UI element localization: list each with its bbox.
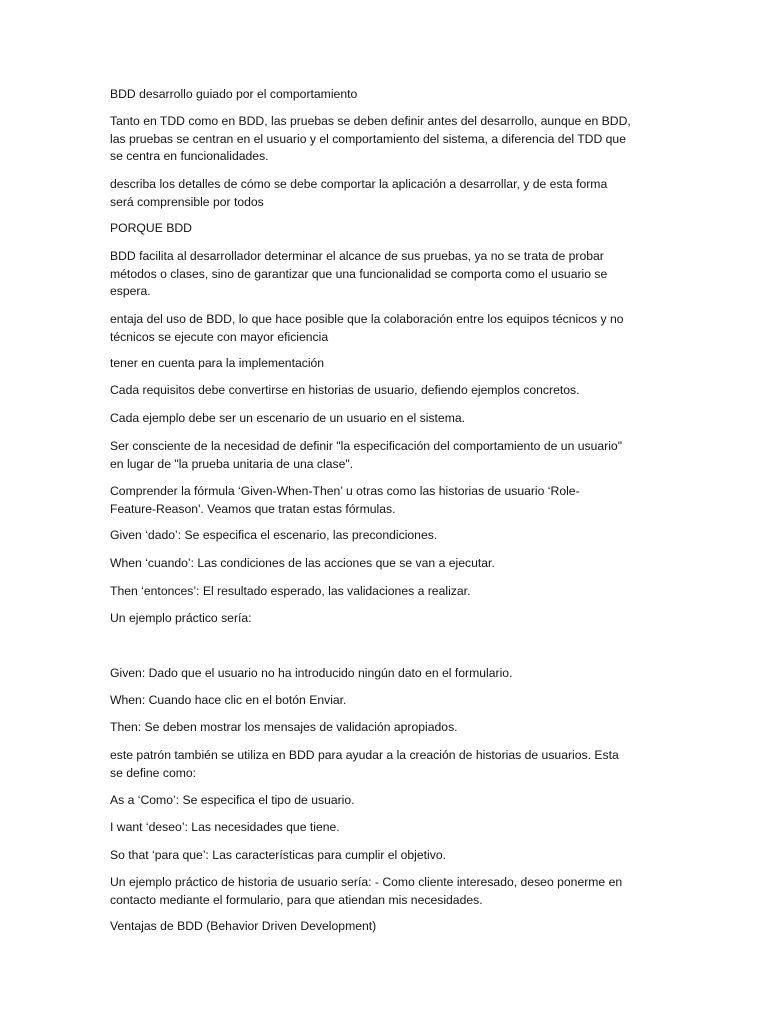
paragraph-as-a: [110, 792, 670, 810]
paragraph-i-want: [110, 819, 670, 837]
text-line: Tanto en TDD como en BDD, las pruebas se deben definir antes del desarrollo, aunque en BDD,: [110, 114, 631, 128]
paragraph-formula: [110, 483, 670, 518]
text-line: técnicos se ejecute con mayor eficiencia: [110, 329, 329, 344]
text-line: Then: Se deben mostrar los mensajes de validación apropiados.: [110, 720, 458, 734]
paragraph-ejemplo-practico: [110, 610, 670, 628]
paragraph-describe-behavior: [110, 176, 670, 211]
paragraph-tdd-vs-bdd: [110, 113, 670, 166]
text-line: As a ‘Como’: Se especifica el tipo de usuario.: [110, 793, 355, 807]
section-heading-porque-bdd: [110, 220, 670, 238]
text-line: Cada ejemplo debe ser un escenario de un usuario en el sistema.: [110, 411, 466, 425]
text-line: I want ‘deseo’: Las necesidades que tiene.: [110, 820, 340, 834]
text-line: será comprensible por todos: [110, 194, 264, 209]
paragraph-example-when: [110, 692, 670, 710]
text-line: Given ‘dado’: Se especifica el escenario, las precondiciones.: [110, 528, 438, 542]
text-line: Ventajas de BDD (Behavior Driven Development): [110, 919, 377, 933]
paragraph-implementation: [110, 355, 670, 373]
text-line: Comprender la fórmula ‘Given-When-Then’ u otras como las historias de usuario ‘Role-: [110, 484, 580, 498]
paragraph-requisitos: [110, 382, 670, 400]
paragraph-example-then: [110, 719, 670, 737]
text-line: se define como:: [110, 765, 197, 780]
text-line: en lugar de "la prueba unitaria de una clase".: [110, 456, 354, 471]
text-line: describa los detalles de cómo se debe comportar la aplicación a desarrollar, y de esta forma: [110, 177, 608, 191]
document-heading: [110, 86, 670, 104]
paragraph-cada-ejemplo: [110, 410, 670, 428]
text-line: este patrón también se utiliza en BDD para ayudar a la creación de historias de usuarios. Esta: [110, 748, 619, 762]
paragraph-so-that: [110, 847, 670, 865]
text-line: PORQUE BDD: [110, 221, 192, 235]
text-line: BDD facilita al desarrollador determinar el alcance de sus pruebas, ya no se trata de probar: [110, 249, 604, 263]
text-line: Given: Dado que el usuario no ha introducido ningún dato en el formulario.: [110, 666, 513, 680]
text-line: So that ‘para que’: Las características para cumplir el objetivo.: [110, 848, 447, 862]
text-line: Cada requisitos debe convertirse en historias de usuario, defiendo ejemplos concretos.: [110, 383, 580, 397]
text-line: When ‘cuando’: Las condiciones de las acciones que se van a ejecutar.: [110, 556, 495, 570]
paragraph-bdd-facilita: [110, 248, 670, 301]
text-line: tener en cuenta para la implementación: [110, 356, 325, 370]
paragraph-user-story-example: [110, 874, 670, 909]
text-line: Feature-Reason'. Veamos que tratan estas fórmulas.: [110, 501, 396, 516]
text-line: Ser consciente de la necesidad de definir "la especificación del comportamiento de un usuario": [110, 439, 623, 453]
text-line: Un ejemplo práctico sería:: [110, 611, 252, 625]
text-line: se centra en funcionalidades.: [110, 149, 269, 163]
paragraph-ventaja: [110, 311, 670, 346]
text-line: las pruebas se centran en el usuario y el comportamiento del sistema, a diferencia del TDD que: [110, 131, 626, 146]
text-line: contacto mediante el formulario, para que atiendan mis necesidades.: [110, 892, 483, 907]
text-line: Un ejemplo práctico de historia de usuario sería: - Como cliente interesado, deseo ponerme en: [110, 875, 623, 889]
paragraph-then: [110, 583, 670, 601]
paragraph-ser-consciente: [110, 438, 670, 473]
text-line: Then ‘entonces’: El resultado esperado, las validaciones a realizar.: [110, 584, 471, 598]
text-line: métodos o clases, sino de garantizar que una funcionalidad se comporta como el usuario se: [110, 266, 608, 281]
paragraph-example-given: [110, 665, 670, 683]
text-line: When: Cuando hace clic en el botón Enviar.: [110, 693, 347, 707]
paragraph-given: [110, 527, 670, 545]
paragraph-when: [110, 555, 670, 573]
section-heading-ventajas: [110, 918, 670, 936]
paragraph-patron: [110, 747, 670, 782]
text-line: entaja del uso de BDD, lo que hace posible que la colaboración entre los equipos técnicos y no: [110, 312, 624, 326]
text-line: BDD desarrollo guiado por el comportamiento: [110, 87, 358, 101]
text-line: espera.: [110, 284, 151, 298]
